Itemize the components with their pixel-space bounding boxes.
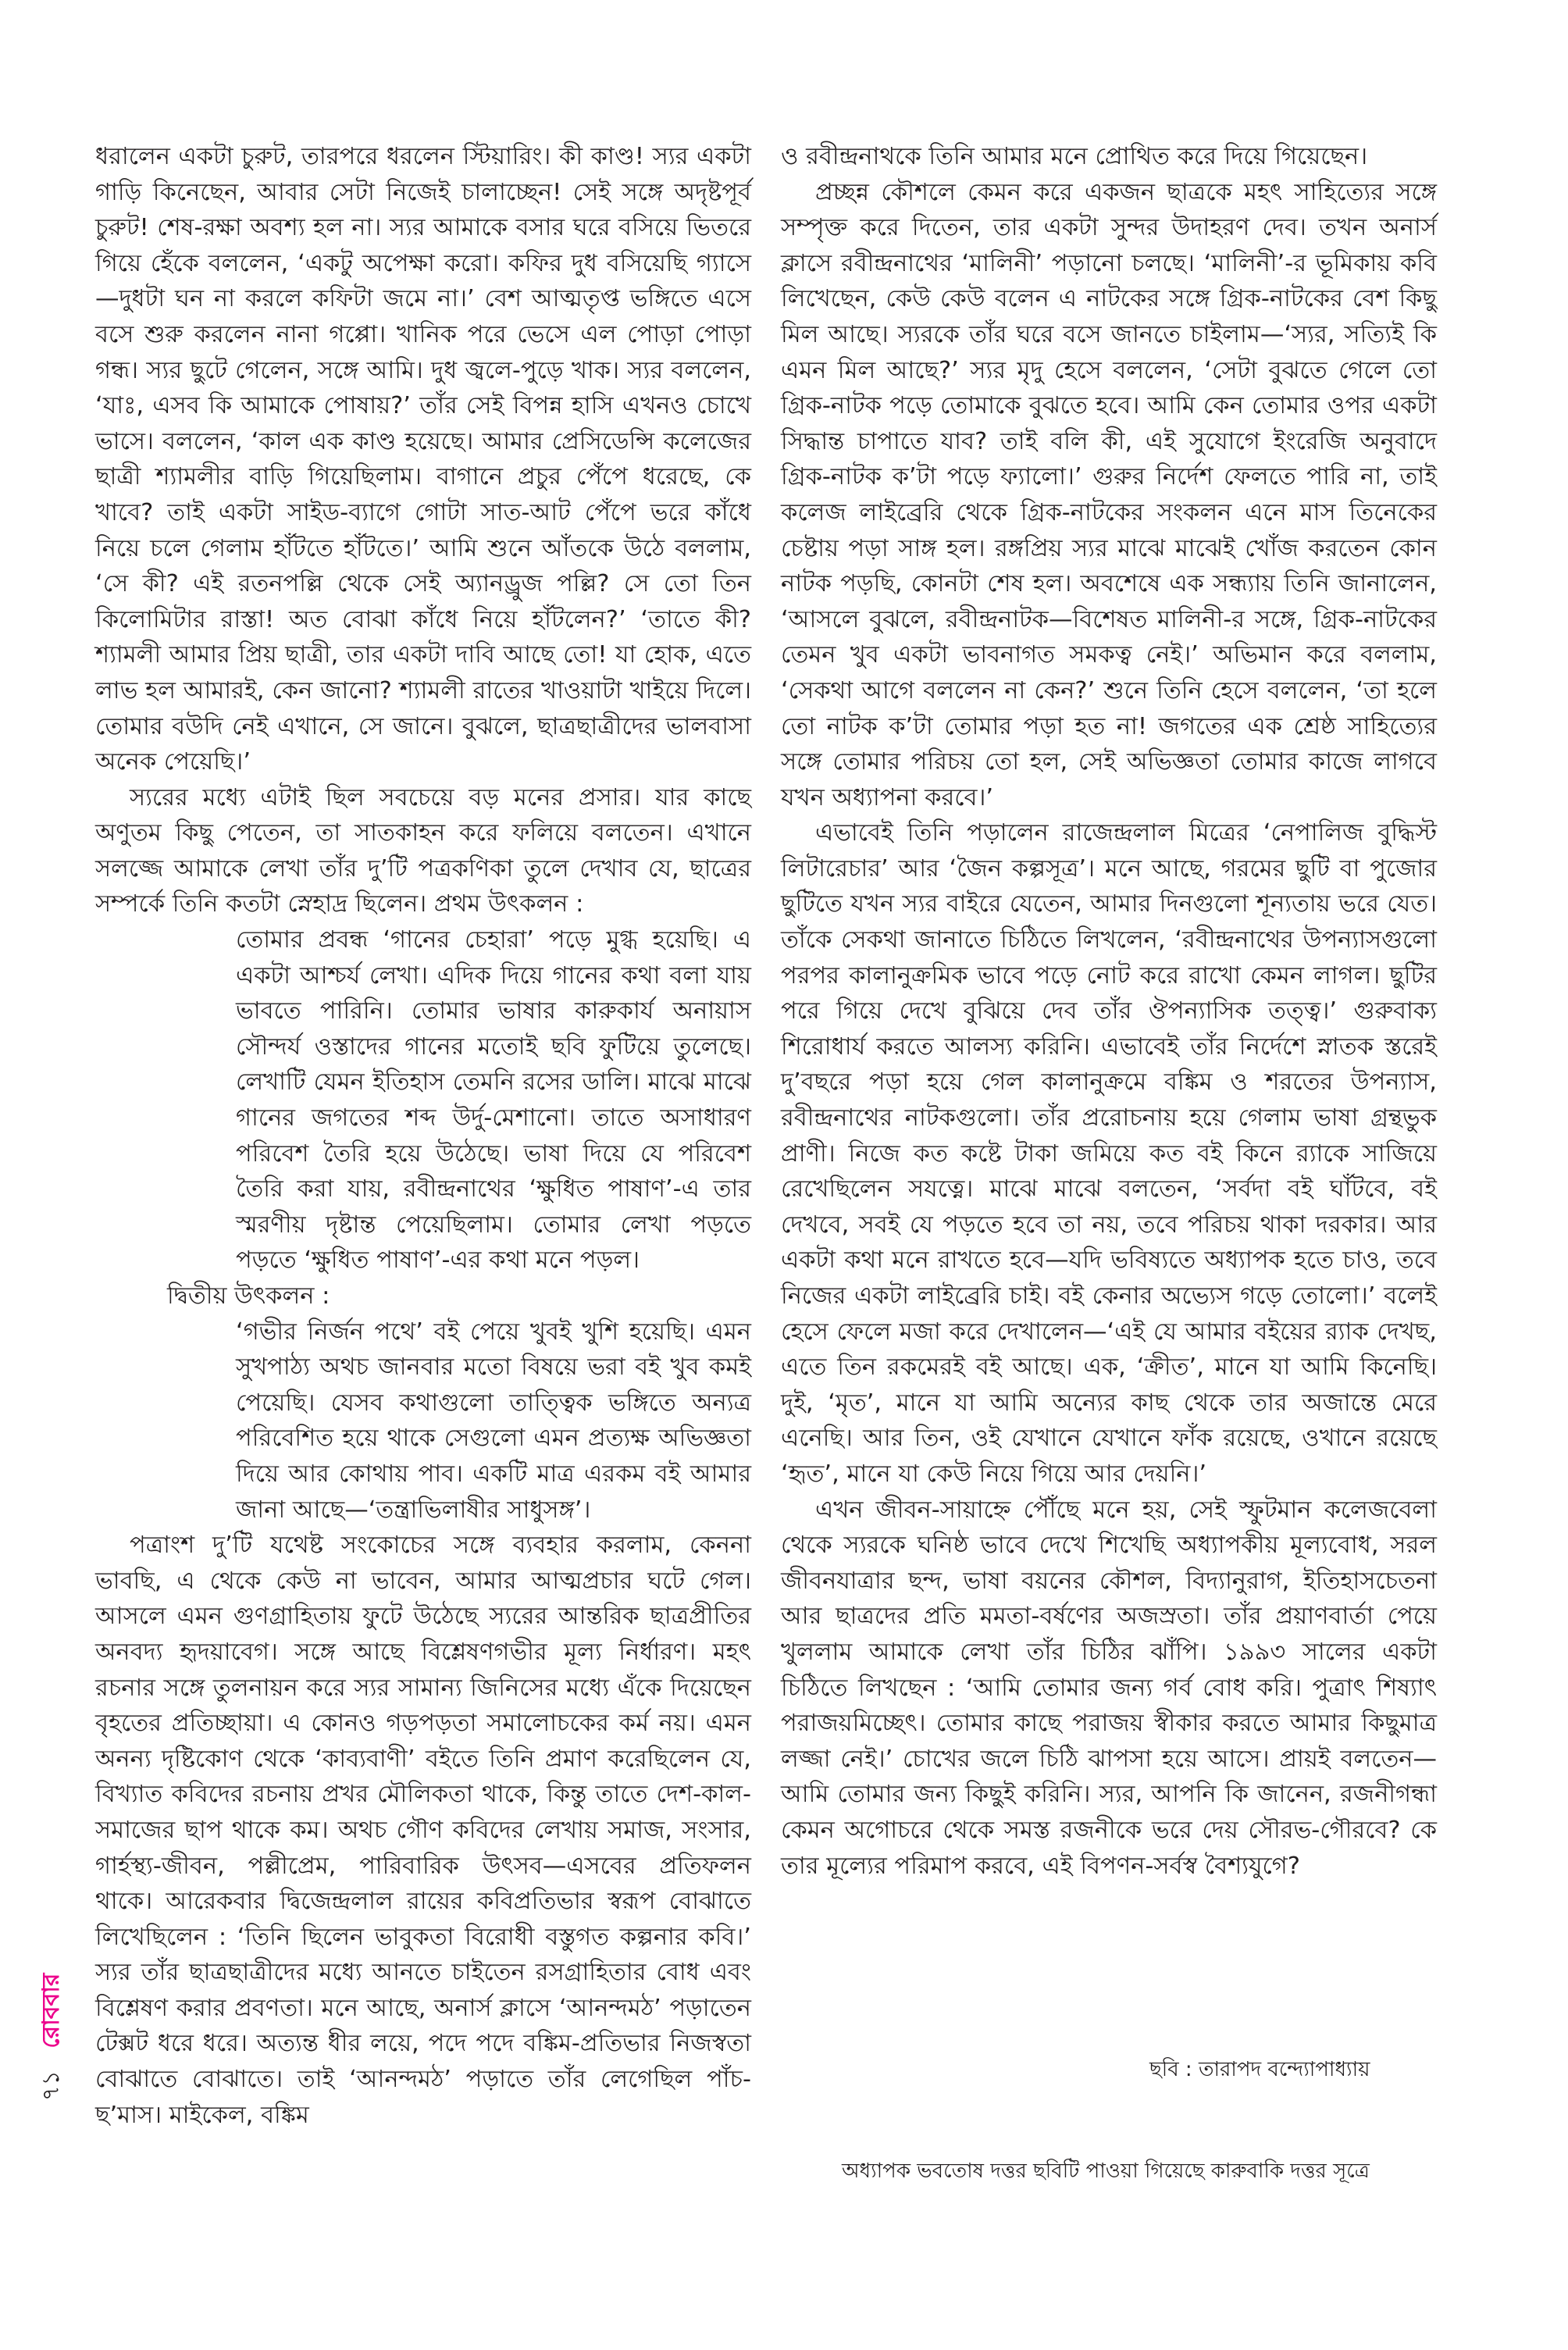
letter-excerpt: দ্বিতীয় উৎকলন : bbox=[167, 1282, 330, 1310]
paragraph: প্রচ্ছন্ন কৌশলে কেমন করে একজন ছাত্রকে মহৎ সাহিত্যের সঙ্গে সম্পৃক্ত করে দিতেন, তার একটা সুন্দর উদাহরণ দেব। তখন অনার্স ক্লাসে রবীন্দ্রনাথের ‘মালিনী’ পড়ানো চলছে। ‘মালিনী’-র ভূমিকায় কবি লিখেছেন, কেউ কেউ বলেন এ নাটকের সঙ্গে গ্রিক-নাটকের বেশ কিছু মিল আছে। স্যরকে তাঁর ঘরে বসে জানতে চাইলাম—‘স্যর, সত্যিই কি এমন মিল আছে?’ স্যর মৃদু হেসে বললেন, ‘সেটা বুঝতে গেলে তো গ্রিক-নাটক পড়ে তোমাকে বুঝতে হবে। আমি কেন তোমার ওপর একটা সিদ্ধান্ত চাপাতে যাব? তাই বলি কী, এই সুযোগে ইংরেজি অনুবাদে গ্রিক-নাটক ক’টা পড়ে ফ্যালো।’ গুরুর নির্দেশ ফেলতে পারি না, তাই কলেজ লাইব্রেরি থেকে গ্রিক-নাটকের সংকলন এনে মাস তিনেকের চেষ্টায় পড়া সাঙ্গ হল। রঙ্গপ্রিয় স্যর মাঝে মাঝেই খোঁজ করতেন কোন নাটক পড়ছি, কোনটা শেষ হল। অবশেষে এক সন্ধ্যায় তিনি জানালেন, ‘আসলে বুঝলে, রবীন্দ্রনাটক—বিশেষত মালিনী-র সঙ্গে, গ্রিক-নাটকের তেমন খুব একটা ভাবনাগত সমকত্ব নেই।’ অভিমান করে বললাম, ‘সেকথা আগে বললেন না কেন?’ শুনে তিনি হেসে বললেন, ‘তা হলে তো নাটক ক’টা তোমার পড়া হত না! জগতের এক শ্রেষ্ঠ সাহিত্যের সঙ্গে তোমার পরিচয় তো হল, সেই অভিজ্ঞতা তোমার কাজে লাগবে যখন অধ্যাপনা করবে।’ bbox=[781, 178, 1437, 811]
letter-excerpt: ‘গভীর নির্জন পথে’ বই পেয়ে খুবই খুশি হয়েছি। এমন সুখপাঠ্য অথচ জানবার মতো বিষয়ে ভরা বই খুব কমই পেয়েছি। যেসব কথাগুলো তাত্ত্বিক ভঙ্গিতে অন্যত্র পরিবেশিত হয়ে থাকে সেগুলো এমন প্রত্যক্ষ অভিজ্ঞতা দিয়ে আর কোথায় পাব। একটি মাত্র এরকম বই আমার জানা আছে—‘তন্ত্রাভিলাষীর সাধুসঙ্গ’। bbox=[236, 1318, 751, 1524]
paragraph: এখন জীবন-সায়াহ্নে পৌঁছে মনে হয়, সেই স্ফুটমান কলেজবেলা থেকে স্যরকে ঘনিষ্ঠ ভাবে দেখে শিখেছি অধ্যাপকীয় মূল্যবোধ, সরল জীবনযাত্রার ছন্দ, ভাষা বয়নের কৌশল, বিদ্যানুরাগ, ইতিহাসচেতনা আর ছাত্রদের প্রতি মমতা-বর্ষণের অজস্রতা। তাঁর প্রয়াণবার্তা পেয়ে খুললাম আমাকে লেখা তাঁর চিঠির ঝাঁপি। ১৯৯৩ সালের একটা চিঠিতে লিখছেন : ‘আমি তোমার জন্য গর্ব বোধ করি। পুত্রাৎ শিষ্যাৎ পরাজয়মিচ্ছেৎ। তোমার কাছে পরাজয় স্বীকার করতে আমার কিছুমাত্র লজ্জা নেই।’ চোখের জলে চিঠি ঝাপসা হয়ে আসে। প্রায়ই বলতেন—আমি তোমার জন্য কিছুই করিনি। স্যর, আপনি কি জানেন, রজনীগন্ধা কেমন অগোচরে থেকে সমস্ত রজনীকে ভরে দেয় সৌরভ-গৌরবে? কে তার মূল্যের পরিমাপ করবে, এই বিপণন-সর্বস্ব বৈশ্যযুগে? bbox=[781, 1496, 1437, 1880]
paragraph: ও রবীন্দ্রনাথকে তিনি আমার মনে প্রোথিত করে দিয়ে গিয়েছেন। bbox=[781, 143, 1368, 170]
magazine-name: রোববার bbox=[37, 1973, 65, 2049]
left-column bbox=[95, 139, 751, 2133]
page-number: ৭১ bbox=[37, 2070, 65, 2101]
letter-excerpt: তোমার প্রবন্ধ ‘গানের চেহারা’ পড়ে মুগ্ধ হয়েছি। এ একটা আশ্চর্য লেখা। এদিক দিয়ে গানের কথা বলা যায় ভাবতে পারিনি। তোমার ভাষার কারুকার্য অনায়াস সৌন্দর্য ওস্তাদের গানের মতোই ছবি ফুটিয়ে তুলেছে। লেখাটি যেমন ইতিহাস তেমনি রসের ডালি। মাঝে মাঝে গানের জগতের শব্দ উর্দু-মেশানো। তাতে অসাধারণ পরিবেশ তৈরি হয়ে উঠেছে। ভাষা দিয়ে যে পরিবেশ তৈরি করা যায়, রবীন্দ্রনাথের ‘ক্ষুধিত পাষাণ’-এ তার স্মরণীয় দৃষ্টান্ত পেয়েছিলাম। তোমার লেখা পড়তে পড়তে ‘ক্ষুধিত পাষাণ’-এর কথা মনে পড়ল। bbox=[236, 926, 751, 1275]
photo-source-note: অধ্যাপক ভবতোষ দত্তর ছবিটি পাওয়া গিয়েছে কারুবাকি দত্তর সূত্রে bbox=[842, 2159, 1370, 2183]
paragraph: পত্রাংশ দু’টি যথেষ্ট সংকোচের সঙ্গে ব্যবহার করলাম, কেননা ভাবছি, এ থেকে কেউ না ভাবেন, আমার আত্মপ্রচার ঘটে গেল। আসলে এমন গুণগ্রাহিতায় ফুটে উঠেছে স্যরের আন্তরিক ছাত্রপ্রীতির অনবদ্য হৃদয়াবেগ। সঙ্গে আছে বিশ্লেষণগভীর মূল্য নির্ধারণ। মহৎ রচনার সঙ্গে তুলনায়ন করে স্যর সামান্য জিনিসের মধ্যে এঁকে দিয়েছেন বৃহতের প্রতিচ্ছায়া। এ কোনও গড়পড়তা সমালোচকের কর্ম নয়। এমন অনন্য দৃষ্টিকোণ থেকে ‘কাব্যবাণী’ বইতে তিনি প্রমাণ করেছিলেন যে, বিখ্যাত কবিদের রচনায় প্রখর মৌলিকতা থাকে, কিন্তু তাতে দেশ-কাল-সমাজের ছাপ থাকে কম। অথচ গৌণ কবিদের লেখায় সমাজ, সংসার, গার্হস্থ্য-জীবন, পল্লীপ্রেম, পারিবারিক উৎসব—এসবের প্রতিফলন থাকে। আরেকবার দ্বিজেন্দ্রলাল রায়ের কবিপ্রতিভার স্বরূপ বোঝাতে লিখেছিলেন : ‘তিনি ছিলেন ভাবুকতা বিরোধী বস্তুগত কল্পনার কবি।’ স্যর তাঁর ছাত্রছাত্রীদের মধ্যে আনতে চাইতেন রসগ্রাহিতার বোধ এবং বিশ্লেষণ করার প্রবণতা। মনে আছে, অনার্স ক্লাসে ‘আনন্দমঠ’ পড়াতেন টেক্সট ধরে ধরে। অত্যন্ত ধীর লয়ে, পদে পদে বঙ্কিম-প্রতিভার নিজস্বতা বোঝাতে বোঝাতে। তাই ‘আনন্দমঠ’ পড়াতে তাঁর লেগেছিল পাঁচ-ছ’মাস। মাইকেল, বঙ্কিম bbox=[95, 1532, 751, 2129]
paragraph: ধরালেন একটা চুরুট, তারপরে ধরলেন স্টিয়ারিং। কী কাণ্ড! স্যর একটা গাড়ি কিনেছেন, আবার সেটা নিজেই চালাচ্ছেন! সেই সঙ্গে অদৃষ্টপূর্ব চুরুট! শেষ-রক্ষা অবশ্য হল না। স্যর আমাকে বসার ঘরে বসিয়ে ভিতরে গিয়ে হেঁকে বললেন, ‘একটু অপেক্ষা করো। কফির দুধ বসিয়েছি গ্যাসে—দুধটা ঘন না করলে কফিটা জমে না।’ বেশ আত্মতৃপ্ত ভঙ্গিতে এসে বসে শুরু করলেন নানা গপ্পো। খানিক পরে ভেসে এল পোড়া পোড়া গন্ধ। স্যর ছুটে গেলেন, সঙ্গে আমি। দুধ জ্বলে-পুড়ে খাক। স্যর বললেন, ‘যাঃ, এসব কি আমাকে পোষায়?’ তাঁর সেই বিপন্ন হাসি এখনও চোখে ভাসে। বললেন, ‘কাল এক কাণ্ড হয়েছে। আমার প্রেসিডেন্সি কলেজের ছাত্রী শ্যামলীর বাড়ি গিয়েছিলাম। বাগানে প্রচুর পেঁপে ধরেছে, কে খাবে? তাই একটা সাইড-ব্যাগে গোটা সাত-আট পেঁপে ভরে কাঁধে নিয়ে চলে গেলাম হাঁটতে হাঁটতে।’ আমি শুনে আঁতকে উঠে বললাম, ‘সে কী? এই রতনপল্লি থেকে সেই অ্যানড্রুজ পল্লি? সে তো তিন কিলোমিটার রাস্তা! অত বোঝা কাঁধে নিয়ে হাঁটলেন?’ ‘তাতে কী? শ্যামলী আমার প্রিয় ছাত্রী, তার একটা দাবি আছে তো! যা হোক, এতে লাভ হল আমারই, কেন জানো? শ্যামলী রাতের খাওয়াটা খাইয়ে দিলে। তোমার বউদি নেই এখানে, সে জানে। বুঝলে, ছাত্রছাত্রীদের ভালবাসা অনেক পেয়েছি।’ bbox=[95, 143, 751, 776]
paragraph: এভাবেই তিনি পড়ালেন রাজেন্দ্রলাল মিত্রের ‘নেপালিজ বুদ্ধিস্ট লিটারেচার’ আর ‘জৈন কল্পসূত্র’। মনে আছে, গরমের ছুটি বা পুজোর ছুটিতে যখন স্যর বাইরে যেতেন, আমার দিনগুলো শূন্যতায় ভরে যেত। তাঁকে সেকথা জানাতে চিঠিতে লিখলেন, ‘রবীন্দ্রনাথের উপন্যাসগুলো পরপর কালানুক্রমিক ভাবে পড়ে নোট করে রাখো কেমন লাগল। ছুটির পরে গিয়ে দেখে বুঝিয়ে দেব তাঁর ঔপন্যাসিক তত্ত্ব।’ গুরুবাক্য শিরোধার্য করতে আলস্য করিনি। এভাবেই তাঁর নির্দেশে স্নাতক স্তরেই দু’বছরে পড়া হয়ে গেল কালানুক্রমে বঙ্কিম ও শরতের উপন্যাস, রবীন্দ্রনাথের নাটকগুলো। তাঁর প্ররোচনায় হয়ে গেলাম ভাষা গ্রন্থভুক প্রাণী। নিজে কত কষ্টে টাকা জমিয়ে কত বই কিনে র‍্যাকে সাজিয়ে রেখেছিলেন সযত্নে। মাঝে মাঝে বলতেন, ‘সর্বদা বই ঘাঁটবে, বই দেখবে, সবই যে পড়তে হবে তা নয়, তবে পরিচয় থাকা দরকার। আর একটা কথা মনে রাখতে হবে—যদি ভবিষ্যতে অধ্যাপক হতে চাও, তবে নিজের একটা লাইব্রেরি চাই। বই কেনার অভ্যেস গড়ে তোলো।’ বলেই হেসে ফেলে মজা করে দেখালেন—‘এই যে আমার বইয়ের র‍্যাক দেখছ, এতে তিন রকমেরই বই আছে। এক, ‘ক্রীত’, মানে যা আমি কিনেছি। দুই, ‘মৃত’, মানে যা আমি অন্যের কাছ থেকে তার অজান্তে মেরে এনেছি। আর তিন, ওই যেখানে যেখানে ফাঁক রয়েছে, ওখানে রয়েছে ‘হৃত’, মানে যা কেউ নিয়ে গিয়ে আর দেয়নি।’ bbox=[781, 819, 1437, 1488]
photo-credit: ছবি : তারাপদ বন্দ্যোপাধ্যায় bbox=[1149, 2058, 1370, 2081]
page-footer-label bbox=[37, 1974, 66, 2101]
right-column bbox=[781, 139, 1437, 1884]
paragraph: স্যরের মধ্যে এটাই ছিল সবচেয়ে বড় মনের প্রসার। যার কাছে অণুতম কিছু পেতেন, তা সাতকাহন করে ফলিয়ে বলতেন। এখানে সলজ্জে আমাকে লেখা তাঁর দু’টি পত্রকণিকা তুলে দেখাব যে, ছাত্রের সম্পর্কে তিনি কতটা স্নেহাদ্র ছিলেন। প্রথম উৎকলন : bbox=[95, 783, 751, 918]
